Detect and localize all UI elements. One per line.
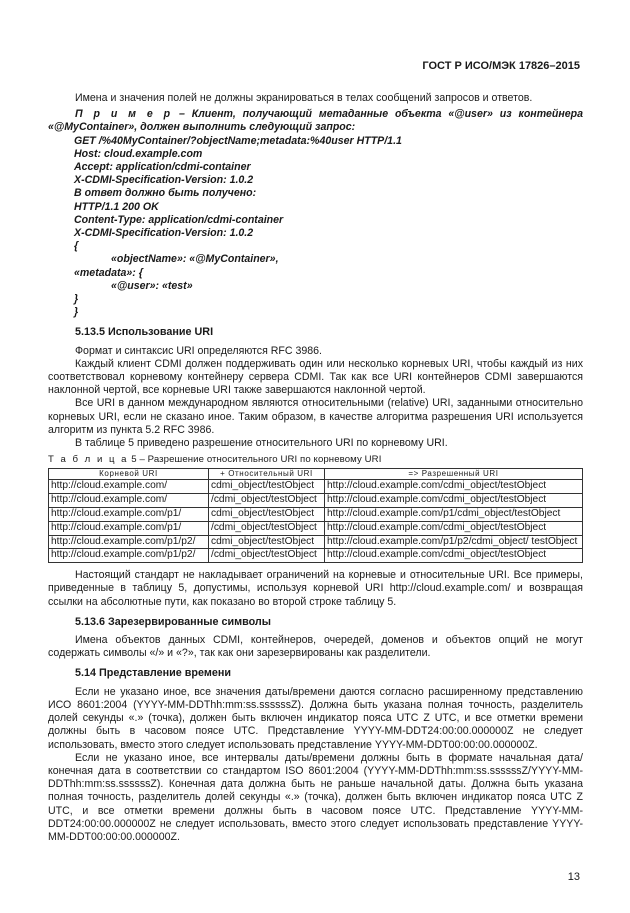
column-header-resolved-uri: => Разрешенный URI	[325, 469, 583, 480]
section-title-5-14: 5.14 Представление времени	[75, 667, 232, 680]
table-row	[49, 508, 583, 522]
table-caption-text: 5 – Разрешение относительного URI по корневому URI	[128, 454, 382, 466]
code-line: }	[74, 293, 79, 306]
root-uri-cell: http://cloud.example.com/p1/	[49, 521, 209, 535]
example-prefix: П р и м е р	[75, 108, 173, 121]
resolved-uri-cell: http://cloud.example.com/cdmi_object/testObject	[325, 549, 583, 563]
code-line: «@user»: «test»	[111, 279, 193, 292]
code-line: «metadata»: {	[74, 266, 143, 279]
code-line: Host: cloud.example.com	[74, 147, 203, 160]
relative-uri-cell: cdmi_object/testObject	[209, 480, 325, 494]
paragraph: В таблице 5 приведено разрешение относительного URI по корневому URI.	[75, 437, 448, 450]
root-uri-cell: http://cloud.example.com/p1/p2/	[49, 549, 209, 563]
table-row	[49, 535, 583, 549]
code-line: }	[74, 306, 79, 319]
relative-uri-cell: cdmi_object/testObject	[209, 508, 325, 522]
relative-uri-cell: /cdmi_object/testObject	[209, 549, 325, 563]
table-caption-prefix: Т а б л и ц а	[48, 454, 129, 466]
root-uri-cell: http://cloud.example.com/	[49, 480, 209, 494]
example-text: – Клиент, получающий метаданные объекта «@user» из контейнера «@MyContainer», должен выполнить следующий запрос:	[48, 108, 583, 134]
code-line: Accept: application/cdmi-container	[74, 161, 251, 174]
paragraph: Все URI в данном международном являются относительными (relative) URI, заданными относительно корневых URI, если не сказано иное. Таким образом, в качестве алгоритма разрешения URI используется алгоритм из пункта 5.2 RFC 3986.	[48, 397, 583, 436]
example-intro	[48, 108, 583, 134]
resolved-uri-cell: http://cloud.example.com/p1/cdmi_object/testObject	[325, 508, 583, 522]
page-content	[48, 92, 583, 844]
resolved-uri-cell: http://cloud.example.com/cdmi_object/testObject	[325, 494, 583, 508]
code-line: В ответ должно быть получено:	[74, 187, 257, 200]
intro-paragraph: Имена и значения полей не должны экранироваться в телах сообщений запросов и ответов.	[75, 92, 533, 104]
root-uri-cell: http://cloud.example.com/p1/	[49, 508, 209, 522]
code-line: HTTP/1.1 200 OK	[74, 200, 159, 213]
table-row	[49, 549, 583, 563]
resolved-uri-cell: http://cloud.example.com/cdmi_object/testObject	[325, 480, 583, 494]
paragraph: Настоящий стандарт не накладывает ограничений на корневые и относительные URI. Все примеры, приведенные в таблицу 5, допустимы, используя корневой URI http://cloud.example.com/ и возвращая ссылки на абсолютные пути, как показано во второй строке таблицу 5.	[48, 569, 583, 608]
paragraph: Имена объектов данных CDMI, контейнеров, очередей, доменов и объектов опций не могут содержать символы «/» и «?», так как они зарезервированы как разделители.	[48, 634, 583, 660]
relative-uri-cell: /cdmi_object/testObject	[209, 494, 325, 508]
standard-header: ГОСТ Р ИСО/МЭК 17826–2015	[422, 60, 580, 72]
table-row	[49, 521, 583, 535]
code-line: Content-Type: application/cdmi-container	[74, 213, 284, 226]
root-uri-cell: http://cloud.example.com/	[49, 494, 209, 508]
page-number: 13	[567, 871, 580, 883]
table-caption	[48, 453, 583, 466]
paragraph: Если не указано иное, все интервалы даты/времени должны быть в формате начальная дата/конечная дата в соответствии со стандартом ISO 8601:2004 (YYYY-MM-DDThh:mm:ss.ssssssZ/YYYY-MM-DDThh:mm:ss.ssssssZ). Конечная дата должна быть не раньше начальной даты. Должна быть указана полная точность, разделитель долей секунды «.» (точка), должен быть включен индикатор пояса UTC Z UTC, и все отметки времени должны быть в часовом поясе UTC. Представление YYYY-MM-DDT24:00:00.000000Z не следует использовать, вместо этого следует использовать представление YYYY-MM-DDT00:00:00.000000Z.	[48, 751, 583, 843]
table-header-row	[49, 469, 583, 480]
resolved-uri-cell: http://cloud.example.com/cdmi_object/testObject	[325, 521, 583, 535]
table-row	[49, 480, 583, 494]
table-body	[49, 480, 583, 563]
table-row	[49, 494, 583, 508]
root-uri-cell: http://cloud.example.com/p1/p2/	[49, 535, 209, 549]
paragraph: Формат и синтаксис URI определяются RFC 3986.	[75, 344, 322, 357]
code-line: X-CDMI-Specification-Version: 1.0.2	[74, 174, 254, 187]
column-header-relative-uri: + Относительный URI	[209, 469, 325, 480]
code-line: X-CDMI-Specification-Version: 1.0.2	[74, 227, 254, 240]
code-line: GET /%40MyContainer/?objectName;metadata:%40user HTTP/1.1	[74, 134, 402, 147]
code-line: «objectName»: «@MyContainer»,	[111, 253, 279, 266]
resolved-uri-cell: http://cloud.example.com/p1/p2/cdmi_object/ testObject	[325, 535, 583, 549]
code-line: {	[74, 240, 79, 253]
paragraph: Каждый клиент CDMI должен поддерживать один или несколько корневых URI, чтобы каждый из них соответствовал корневому контейнеру сервера CDMI. Так как все URI контейнеров CDMI завершаются наклонной чертой, все корневые URI также завершаются наклонной чертой.	[48, 357, 583, 397]
column-header-root-uri: Корневой URI	[49, 469, 209, 480]
example-code-block	[48, 135, 583, 320]
relative-uri-cell: cdmi_object/testObject	[209, 535, 325, 549]
relative-uri-cell: /cdmi_object/testObject	[209, 521, 325, 535]
section-title-5-13-6: 5.13.6 Зарезервированные символы	[75, 615, 271, 628]
section-title-5-13-5: 5.13.5 Использование URI	[75, 326, 214, 339]
uri-resolution-table	[48, 468, 583, 563]
paragraph: Если не указано иное, все значения даты/времени даются согласно расширенному представлению ИСО 8601:2004 (YYYY-MM-DDThh:mm:ss.ssssssZ). Должна быть указана полная точность, разделитель долей секунды «.» (точка), должен быть включен индикатор пояса UTC Z UTC, и все отметки времени должны быть в часовом поясе UTC. Представление YYYY-MM-DDT24:00:00.000000Z не следует использовать, вместо этого следует использовать представление YYYY-MM-DDT00:00:00.000000Z.	[48, 685, 583, 751]
